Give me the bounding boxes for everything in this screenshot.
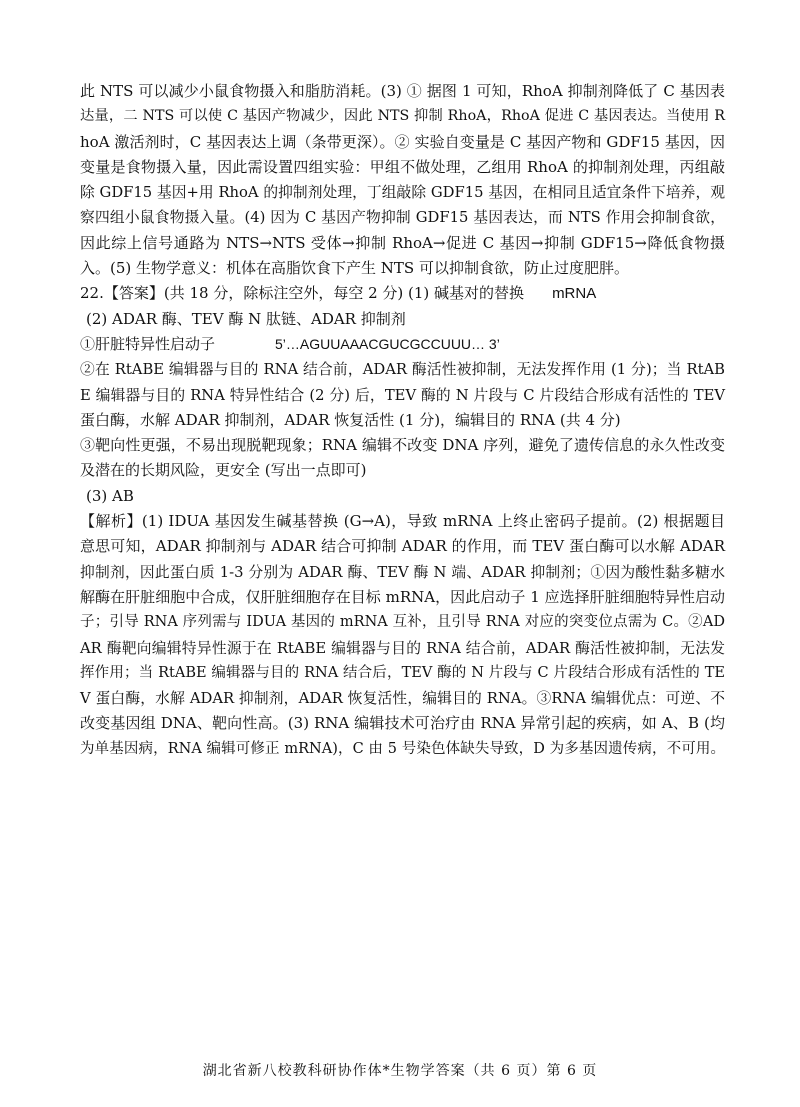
analysis-line: 为单基因病，RNA 编辑可修正 mRNA)，C 由 5 号染色体缺失导致，D 为多基因遗传病，不可用。 bbox=[80, 740, 725, 757]
answer-item-2-line: 蛋白酶，水解 ADAR 抑制剂，ADAR 恢复活性 (1 分)，编辑目的 RNA (共 4 分) bbox=[80, 410, 621, 429]
analysis-line: 【解析】(1) IDUA 基因发生碱基替换 (G→A)，导致 mRNA 上终止密码子提前。(2) 根据题目 bbox=[80, 512, 725, 531]
analysis-line: 挥作用；当 RtABE 编辑器与目的 RNA 结合后，TEV 酶的 N 片段与 C 片段结合形成有活性的 TE bbox=[80, 664, 725, 681]
text-line: hoA 激活剂时，C 基因表达上调（条带更深）。② 实验自变量是 C 基因产物和 GDF15 基因，因 bbox=[80, 132, 725, 151]
analysis-line: V 蛋白酶，水解 ADAR 抑制剂，ADAR 恢复活性，编辑目的 RNA。③RNA 编辑优点：可逆、不 bbox=[80, 690, 725, 708]
text-line: 此 NTS 可以减少小鼠食物摄入和脂肪消耗。(3) ① 据图 1 可知，RhoA 抑制剂降低了 C 基因表 bbox=[80, 82, 725, 100]
answer-item-2-line: E 编辑器与目的 RNA 特异性结合 (2 分) 后，TEV 酶的 N 片段与 C 片段结合形成有活性的 TEV bbox=[80, 386, 725, 404]
answer-item-3-line: ③靶向性更强，不易出现脱靶现象；RNA 编辑不改变 DNA 序列，避免了遗传信息的永久性改变 bbox=[80, 436, 725, 455]
answer-item-1 bbox=[80, 332, 725, 357]
promoter-label: ①肝脏特异性启动子 bbox=[80, 334, 216, 353]
text-line: 变量是食物摄入量，因此需设置四组实验：甲组不做处理，乙组用 RhoA 的抑制剂处理，丙组敲 bbox=[80, 157, 725, 176]
guide-rna-sequence: 5’…AGUUAAACGUCGCCUUU… 3’ bbox=[275, 335, 500, 352]
analysis-line: 子；引导 RNA 序列需与 IDUA 基因的 mRNA 互补，且引导 RNA 对应的突变位点需为 C。②AD bbox=[80, 614, 725, 631]
page-footer: 湖北省新八校教科研协作体*生物学答案（共 6 页）第 6 页 bbox=[202, 1063, 598, 1079]
answer-item-3-line: 及潜在的长期风险，更安全 (写出一点即可) bbox=[80, 461, 367, 480]
answer-item-2-line: ②在 RtABE 编辑器与目的 RNA 结合前，ADAR 酶活性被抑制，无法发挥作用 (1 分)；当 RtAB bbox=[80, 361, 725, 379]
text-line: 入。(5) 生物学意义：机体在高脂饮食下产生 NTS 可以抑制食欲，防止过度肥胖。 bbox=[80, 259, 629, 278]
text-line: 达量，二 NTS 可以使 C 基因产物减少，因此 NTS 抑制 RhoA，RhoA 促进 C 基因表达。当使用 R bbox=[80, 108, 725, 125]
answer-page-body bbox=[80, 79, 725, 762]
analysis-line: 抑制剂，因此蛋白质 1-3 分别为 ADAR 酶、TEV 酶 N 端、ADAR 抑制剂；①因为酸性黏多糖水 bbox=[80, 563, 725, 581]
analysis-line: 意思可知，ADAR 抑制剂与 ADAR 结合可抑制 ADAR 的作用，而 TEV 蛋白酶可以水解 ADAR bbox=[80, 537, 725, 556]
text-line: 察四组小鼠食物摄入量。(4) 因为 C 基因产物抑制 GDF15 基因表达，而 NTS 作用会抑制食欲， bbox=[80, 209, 725, 227]
text-line: 因此综上信号通路为 NTS→NTS 受体→抑制 RhoA→促进 C 基因→抑制 GDF15→降低食物摄 bbox=[80, 233, 725, 252]
question-22-answer-header bbox=[80, 281, 725, 306]
answer-part-3: (3) AB bbox=[86, 486, 134, 505]
analysis-line: 改变基因组 DNA、靶向性高。(3) RNA 编辑技术可治疗由 RNA 异常引起的疾病，如 A、B (均 bbox=[80, 714, 725, 733]
analysis-line: 解酶在肝脏细胞中合成，仅肝脏细胞存在目标 mRNA，因此启动子 1 应选择肝脏细胞特异性启动 bbox=[80, 587, 725, 606]
analysis-line: AR 酶靶向编辑特异性源于在 RtABE 编辑器与目的 RNA 结合前，ADAR 酶活性被抑制，无法发 bbox=[80, 639, 725, 657]
text-line: 除 GDF15 基因+用 RhoA 的抑制剂处理，丁组敲除 GDF15 基因，在相同且适宜条件下培养，观 bbox=[80, 184, 725, 202]
answer-heading: 22.【答案】(共 18 分，除标注空外，每空 2 分) (1) 碱基对的替换 bbox=[80, 284, 525, 303]
answer-mrna: mRNA bbox=[552, 285, 597, 303]
answer-part-2: (2) ADAR 酶、TEV 酶 N 肽链、ADAR 抑制剂 bbox=[86, 309, 406, 328]
